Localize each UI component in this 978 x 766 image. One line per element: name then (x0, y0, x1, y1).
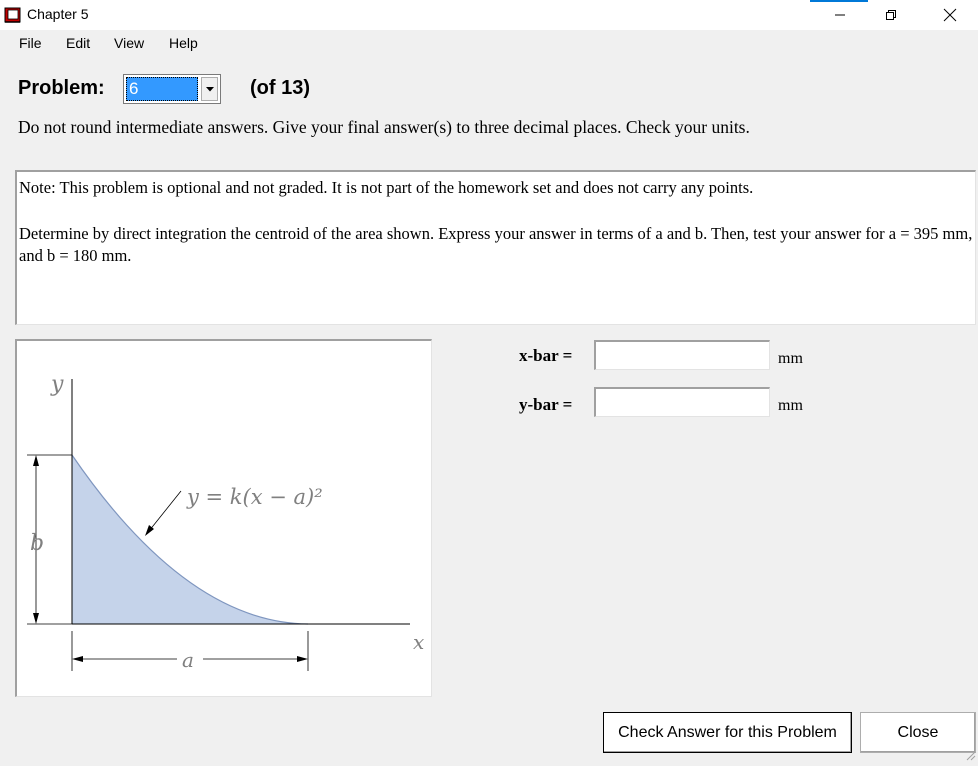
chevron-down-icon[interactable] (201, 77, 218, 101)
xbar-unit: mm (778, 350, 803, 367)
close-icon (943, 8, 957, 22)
note-text: Note: This problem is optional and not graded. It is not part of the homework set and does not carry any points. (19, 178, 754, 197)
minimize-button[interactable] (817, 0, 863, 30)
xbar-label: x-bar = (519, 346, 573, 365)
ybar-unit: mm (778, 397, 803, 414)
menu-edit[interactable]: Edit (66, 35, 91, 51)
menu-view[interactable]: View (114, 35, 145, 51)
width-label: a (182, 648, 194, 672)
resize-grip-icon[interactable] (964, 748, 976, 760)
instructions-text: Do not round intermediate answers. Give your final answer(s) to three decimal places. Check your units. (18, 117, 750, 137)
problem-text: Determine by direct integration the centroid of the area shown. Express your answer in terms of a and b. Then, test your answer for a = 395 mm, and b = 180 mm. (19, 224, 973, 265)
centroid-diagram (17, 341, 431, 696)
height-label: b (30, 531, 45, 556)
restore-icon (885, 9, 897, 21)
close-window-button[interactable] (927, 0, 973, 30)
window-title: Chapter 5 (27, 6, 89, 22)
ybar-label: y-bar = (519, 395, 573, 414)
problem-figure (15, 339, 432, 697)
equation-label: y = k(x − a)² (187, 485, 323, 509)
problem-label: Problem: (18, 77, 105, 99)
check-answer-button[interactable]: Check Answer for this Problem (603, 712, 852, 753)
problem-select[interactable] (123, 74, 221, 104)
problem-statement-box (15, 170, 976, 325)
close-button[interactable]: Close (860, 712, 976, 753)
menu-file[interactable]: File (19, 35, 42, 51)
problem-count-label: (of 13) (250, 77, 310, 99)
minimize-icon (834, 9, 846, 21)
y-axis-label: y (51, 372, 64, 397)
x-axis-label: x (413, 630, 425, 654)
title-bar (0, 0, 978, 30)
shaded-area (72, 455, 308, 624)
book-icon (4, 7, 22, 23)
ybar-input[interactable] (594, 387, 770, 417)
restore-button[interactable] (868, 0, 914, 30)
menu-help[interactable]: Help (169, 35, 198, 51)
menu-bar (0, 30, 978, 58)
problem-select-value: 6 (126, 77, 198, 101)
xbar-input[interactable] (594, 340, 770, 370)
leader-arrow (149, 491, 181, 531)
